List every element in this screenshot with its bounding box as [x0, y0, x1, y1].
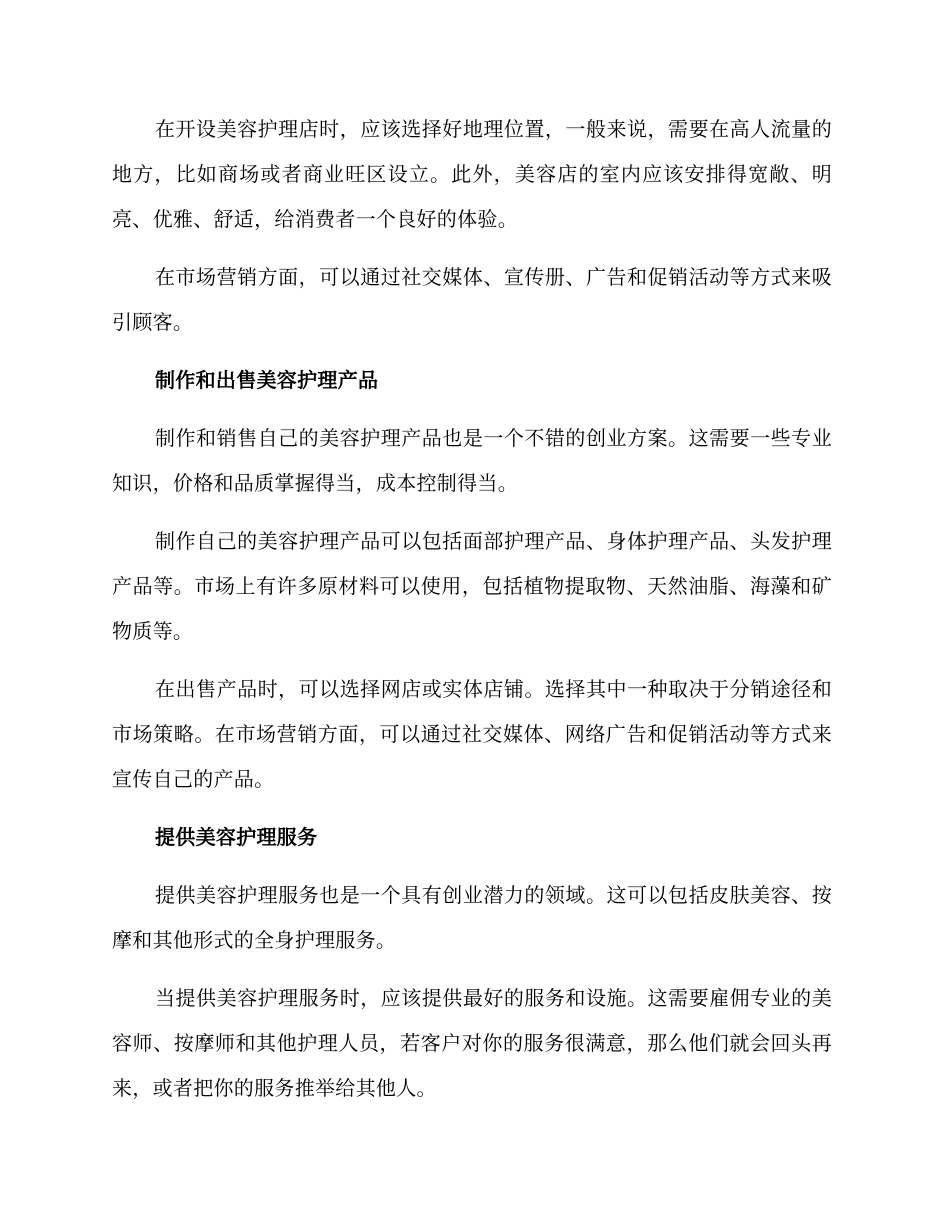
paragraph-services-quality: 当提供美容护理服务时，应该提供最好的服务和设施。这需要雇佣专业的美容师、按摩师和其他护理人员，若客户对你的服务很满意，那么他们就会回头再来，或者把你的服务推举给其他人。 — [112, 986, 832, 1100]
paragraph-store-location: 在开设美容护理店时，应该选择好地理位置，一般来说，需要在高人流量的地方，比如商场或者商业旺区设立。此外，美容店的室内应该安排得宽敞、明亮、优雅、舒适，给消费者一个良好的体验。 — [112, 117, 832, 231]
paragraph-products-sales: 在出售产品时，可以选择网店或实体店铺。选择其中一种取决于分销途径和市场策略。在市场营销方面，可以通过社交媒体、网络广告和促销活动等方式来宣传自己的产品。 — [112, 677, 832, 791]
section-heading-products: 制作和出售美容护理产品 — [155, 368, 379, 392]
paragraph-products-types: 制作自己的美容护理产品可以包括面部护理产品、身体护理产品、头发护理产品等。市场上有许多原材料可以使用，包括植物提取物、天然油脂、海藻和矿物质等。 — [112, 529, 832, 643]
section-heading-services: 提供美容护理服务 — [155, 825, 318, 849]
paragraph-store-marketing: 在市场营销方面，可以通过社交媒体、宣传册、广告和促销活动等方式来吸引顾客。 — [112, 265, 832, 334]
paragraph-products-intro: 制作和销售自己的美容护理产品也是一个不错的创业方案。这需要一些专业知识，价格和品质掌握得当，成本控制得当。 — [112, 426, 832, 495]
paragraph-services-intro: 提供美容护理服务也是一个具有创业潜力的领域。这可以包括皮肤美容、按摩和其他形式的全身护理服务。 — [112, 883, 832, 952]
document-page — [112, 107, 832, 1124]
